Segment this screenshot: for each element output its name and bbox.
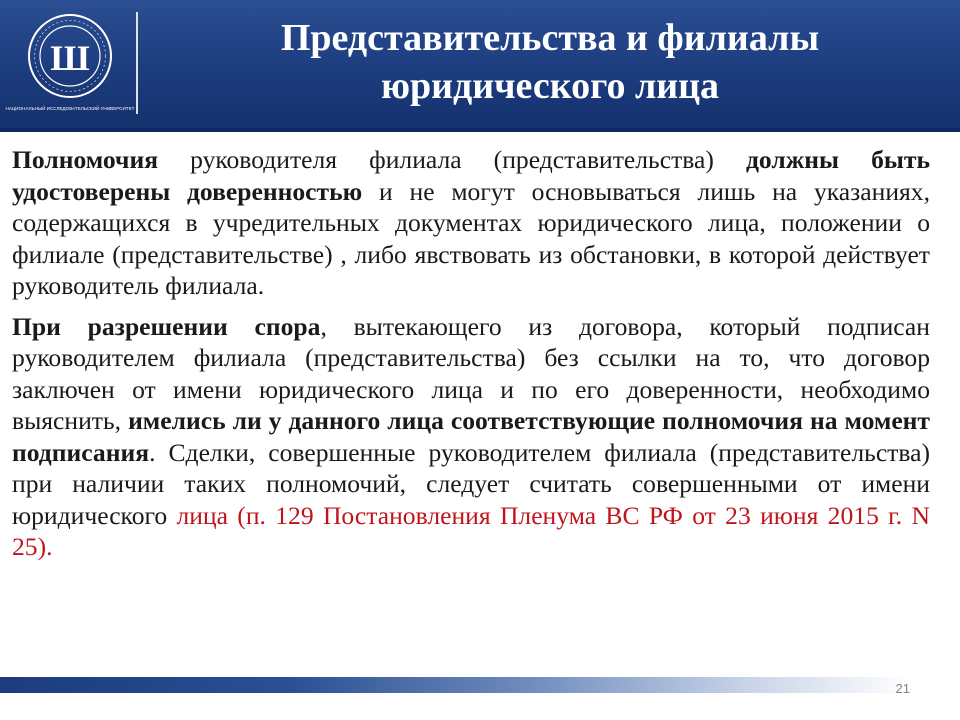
bold-question: имелись ли у данного лица соответствующие полномочия на момент подписания (12, 406, 931, 467)
paragraph-authority (12, 144, 930, 302)
title-line-2: юридического лица (380, 65, 720, 107)
university-logo (5, 8, 135, 120)
text-segment: . Сделки, совершенные руководителем филиала (представительства) при наличии таких полномочий, следует считать совершенными от имени юридического (12, 437, 930, 530)
legal-citation: лица (п. 129 Постановления Пленума ВС РФ от 23 июня 2015 г. N 25). (12, 500, 930, 561)
text-segment: руководителя филиала (представительства) (158, 145, 746, 174)
slide-title (150, 14, 950, 110)
slide-body (12, 144, 930, 572)
bold-term-dispute: При разрешении спора (12, 311, 321, 341)
bold-term-authority: Полномочия (12, 145, 159, 174)
paragraph-dispute (12, 311, 930, 563)
slide-header (0, 0, 960, 128)
logo-divider (136, 12, 138, 114)
page-number: 21 (895, 681, 910, 696)
bold-requirement: должны быть удостоверены доверенностью (12, 145, 930, 206)
text-segment: и не могут основываться лишь на указаниях, содержащихся в учредительных документах юридического лица, положении о филиале (представительстве) , либо явствовать из обстановки, в которой действует руководитель филиала. (12, 176, 930, 300)
logo-caption: НАЦИОНАЛЬНЫЙ ИССЛЕДОВАТЕЛЬСКИЙ УНИВЕРСИТЕТ (5, 106, 135, 111)
header-stripe (0, 128, 960, 132)
text-segment: , вытекающего из договора, который подписан руководителем филиала (представительства) без ссылки на то, что договор заключен от имени юридического лица и по его доверенности, необходимо выяснить, (12, 311, 930, 435)
title-line-1: Представительства и филиалы (280, 17, 820, 59)
footer-bar (0, 677, 960, 693)
logo-monogram: Ш (50, 38, 90, 78)
